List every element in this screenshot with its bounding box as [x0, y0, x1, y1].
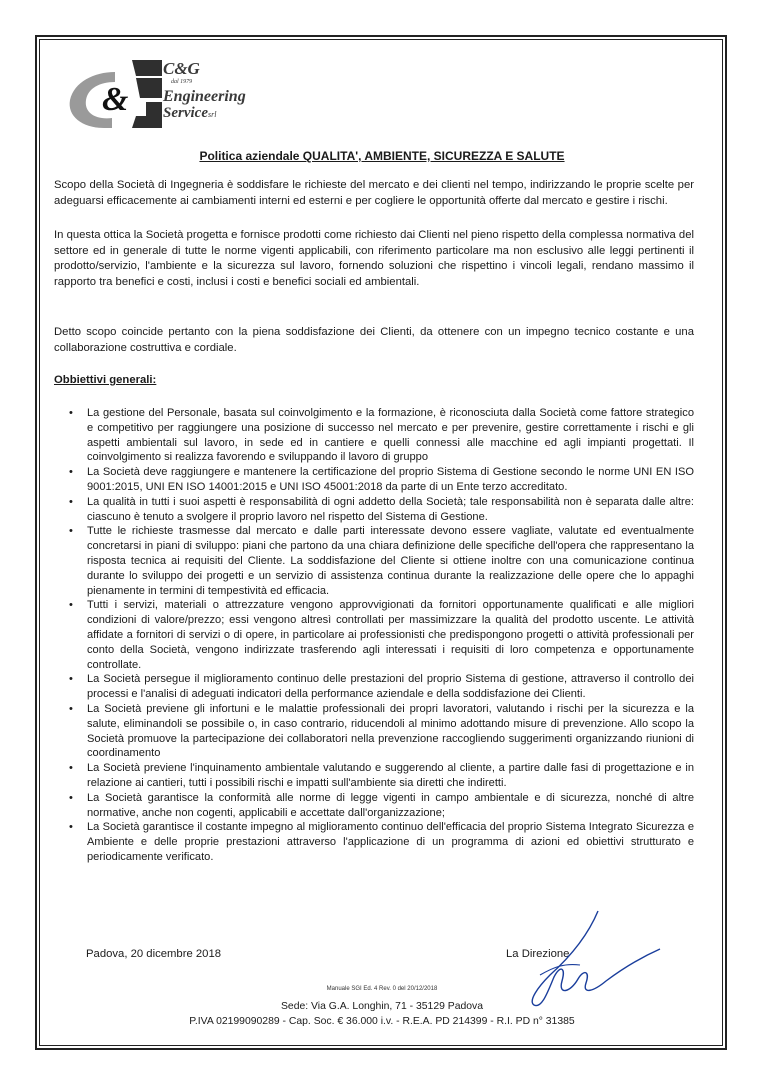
logo-company: C&G	[163, 59, 200, 78]
list-item: • Tutte le richieste trasmesse dal mercato e dalle parti interessate devono essere vagliate, valutate ed eventualmente concretarsi in piani di sviluppo: piani che partono da una chiara definizione delle specifiche dell'opera che rappresentano la risposta tecnica ai requisiti del Cliente. La soddisfazione del Cliente si ottiene inoltre con una comunicazione continua durante lo sviluppo dei progetti e un servizio di assistenza continua durante la realizzazione delle opere che lo appaghi pienamente in termini di tempestività ed efficacia.	[69, 525, 694, 597]
list-item: • Tutti i servizi, materiali o attrezzature vengono approvvigionati da fornitori opportunamente qualificati e alle migliori condizioni di valore/prezzo; essi vengono altresì controllati per massimizzare la qualità del prodotto uscente. Le attività affidate a fornitori di servizi o di opere, in particolare ai professionisti che predispongono progetti o attività professionali per conto della Società, vengono indirizzate trasferendo agli interessati i requisiti di loro competenza e opportunamente controllate.	[69, 599, 694, 671]
handwritten-signature	[510, 905, 670, 1015]
list-item: • La Società previene gli infortuni e le malattie professionali dei propri lavoratori, valutando i rischi per la sicurezza e la salute, eliminandoli se possibile o, in caso contrario, riducendoli al minimo adottando misure di prevenzione. Allo scopo la Società promuove la partecipazione dei collaboratori nella prevenzione raccogliendo suggerimenti organizzando riunioni di coordinamento	[69, 702, 694, 760]
svg-text:&: &	[102, 81, 129, 118]
list-item: • La Società previene l'inquinamento ambientale valutando e suggerendo al cliente, a partire dalle fasi di progettazione e in relazione ai cantieri, tutti i possibili rischi e impatti sull'ambiente sia diretti che indiretti.	[69, 762, 694, 789]
logo-wordmark	[163, 60, 246, 121]
logo-line1: Engineering	[163, 88, 246, 105]
document-title: Politica aziendale QUALITA', AMBIENTE, SICUREZZA E SALUTE	[199, 149, 565, 163]
intro-paragraph: Scopo della Società di Ingegneria è soddisfare le richieste del mercato e dei clienti nel tempo, indirizzando le proprie scelte per adeguarsi efficacemente ai cambiamenti interni ed esterni e per cogliere le opportunità offerte dal mercato e gestire i rischi.	[54, 179, 694, 207]
list-item: • La qualità in tutti i suoi aspetti è responsabilità di ogni addetto della Società; tale responsabilità non è separata dalle altre: ciascuno è tenuto a svolgere il proprio lavoro nel rispetto del Sistema di Gestione.	[69, 495, 694, 523]
list-item: • La Società deve raggiungere e mantenere la certificazione del proprio Sistema di Gestione secondo le norme UNI EN ISO 9001:2015, UNI EN ISO 14001:2015 e UNI ISO 45001:2018 da parte di un Ente terzo accreditato.	[69, 466, 694, 493]
list-item: • La Società garantisce il costante impegno al miglioramento continuo dell'efficacia del proprio Sistema Integrato Sicurezza e Ambiente e delle proprie prestazioni attraverso l'applicazione di un programma di azioni ed obiettivi strutturato e periodicamente verificato.	[69, 821, 694, 863]
place-date: Padova, 20 dicembre 2018	[86, 948, 222, 960]
list-item: • La Società garantisce la conformità alle norme di legge vigenti in campo ambientale e di sicurezza, nonché di altre normative, anche non cogenti, applicabili e accettate dall'organizzazione;	[69, 791, 694, 819]
list-item: • La Società persegue il miglioramento continuo delle prestazioni del proprio Sistema di gestione, attraverso il controllo dei processi e l'analisi di adeguati indicatori della performance aziendale e della soddisfazione dei Clienti.	[69, 673, 694, 701]
footer-registration: P.IVA 02199090289 - Cap. Soc. € 36.000 i.v. - R.E.A. PD 214399 - R.I. PD n° 31385	[189, 1016, 575, 1027]
logo-since: dal 1979	[171, 79, 193, 85]
section-heading: Obbiettivi generali:	[54, 374, 157, 386]
list-item: • La gestione del Personale, basata sul coinvolgimento e la formazione, è riconosciuta dalla Società come fattore strategico e competitivo per raggiungere una posizione di successo nel mercato e per prevenire, gestire correttamente i rischi e gli aspetti ambientali sul lavoro, in sede ed in cantiere e quelli connessi alle macchine ed agli impianti progettati. Il coinvolgimento si realizza favorendo e sviluppando il lavoro di gruppo	[69, 407, 694, 464]
approach-paragraph: In questa ottica la Società progetta e fornisce prodotti come richiesto dai Clienti nel pieno rispetto della complessa normativa del settore ed in generale di tutte le norme vigenti applicabili, con riferimento particolare ma non esclusivo alle leggi pertinenti il prodotto/servizio, l'ambiente e la sicurezza sul lavoro, fornendo soluzioni che rispettino i vincoli legali, rendano massimo il rapporto tra benefici e costi, inclusi i costi e benefici sociali ed ambientali.	[54, 229, 694, 288]
logo-line2: Service	[163, 105, 208, 121]
footer-address: Sede: Via G.A. Longhin, 71 - 35129 Padova	[281, 1001, 483, 1012]
purpose-paragraph: Detto scopo coincide pertanto con la piena soddisfazione dei Clienti, da ottenere con un impegno tecnico costante e una collaborazione costruttiva e cordiale.	[54, 326, 694, 354]
objectives-list	[54, 406, 694, 865]
manual-reference: Manuale SGI Ed. 4 Rev. 0 del 20/12/2018	[326, 986, 438, 992]
signatory-label: La Direzione	[506, 948, 570, 960]
logo-suffix: srl	[207, 110, 217, 119]
